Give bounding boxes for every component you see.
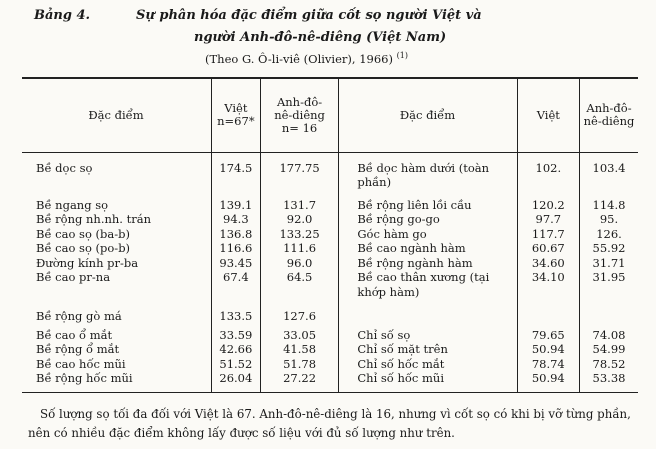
row-feature-2: Bề rộng ngành hàm — [339, 256, 517, 271]
row-feature-2: Bề rộng liên lồi cầu — [339, 190, 517, 213]
row-viet-value: 136.8 — [211, 227, 260, 242]
row-indo-value-2: 54.99 — [580, 342, 639, 357]
row-viet-value: 51.52 — [211, 357, 260, 372]
header-indo — [260, 78, 339, 152]
row-indo-value-2: 95. — [580, 212, 639, 227]
row-viet-value-2: 34.10 — [517, 270, 579, 299]
row-viet-value: 116.6 — [211, 241, 260, 256]
row-viet-value-2: 34.60 — [517, 256, 579, 271]
row-feature: Đường kính pr-ba — [36, 255, 139, 270]
row-indo-value-2: 55.92 — [580, 241, 639, 256]
row-viet-value: 174.5 — [211, 152, 260, 190]
row-viet-value-2: 120.2 — [517, 190, 579, 213]
row-indo-value-2: 31.71 — [580, 256, 639, 271]
row-indo-value: 96.0 — [260, 256, 339, 271]
row-indo-value: 41.58 — [260, 342, 339, 357]
row-feature-2 — [339, 299, 517, 324]
row-indo-value: 111.6 — [260, 241, 339, 256]
row-feature-2: Chỉ số sọ — [339, 324, 517, 343]
header-viet-label: Việt — [224, 101, 248, 116]
row-viet-value-2: 78.74 — [517, 357, 579, 372]
header-viet-2: Việt — [517, 78, 579, 152]
row-feature: Bề cao hốc mũi — [36, 356, 126, 371]
row-indo-value: 64.5 — [260, 270, 339, 299]
row-feature-2: Chỉ số hốc mắt — [339, 357, 517, 372]
row-indo-value: 133.25 — [260, 227, 339, 242]
row-viet-value: 26.04 — [211, 371, 260, 386]
row-indo-value: 177.75 — [260, 152, 339, 190]
row-indo-value: 33.05 — [260, 324, 339, 343]
row-feature: Bề rộng nh.nh. trán — [36, 212, 151, 226]
row-viet-value-2: 60.67 — [517, 241, 579, 256]
row-indo-value-2: 53.38 — [580, 371, 639, 386]
row-feature-2: Bề dọc hàm dưới (toàn phần) — [339, 152, 517, 190]
source-reference: (1) — [396, 51, 408, 60]
row-viet-value: 94.3 — [211, 212, 260, 227]
header-viet-count: n=67* — [217, 114, 255, 129]
table-row — [22, 270, 638, 299]
row-feature: Bề dọc sọ — [36, 160, 93, 175]
header-indo-2 — [580, 78, 639, 152]
table-row — [22, 371, 638, 386]
row-indo-value-2: 74.08 — [580, 324, 639, 343]
row-viet-value: 33.59 — [211, 324, 260, 343]
table-row — [22, 299, 638, 324]
row-feature: Bề rộng ổ mắt — [36, 342, 120, 356]
table-row — [22, 256, 638, 271]
row-viet-value-2: 102. — [517, 152, 579, 190]
table-row — [22, 227, 638, 242]
header-indo-2-label: Anh-đô-nê-diêng — [583, 101, 635, 129]
table-row — [22, 152, 638, 190]
row-feature-2: Góc hàm go — [339, 227, 517, 242]
row-indo-value: 131.7 — [260, 190, 339, 213]
row-viet-value: 42.66 — [211, 342, 260, 357]
header-feature: Đặc điểm — [22, 78, 211, 152]
footnote: Số lượng sọ tối đa đối với Việt là 67. Anh-đô-nê-diêng là 16, nhưng vì cốt sọ có khi bị vỡ từng phần, nên có nhiều đặc điểm không lấy được số liệu với đủ số lượng như trên. — [28, 407, 631, 440]
row-viet-value-2: 97.7 — [517, 212, 579, 227]
row-indo-value-2: 31.95 — [580, 270, 639, 299]
header-indo-count: n= 16 — [281, 120, 318, 135]
data-table — [22, 77, 638, 393]
header-indo-label: Anh-đô-nê-diêng — [274, 94, 325, 122]
row-indo-value-2: 103.4 — [580, 152, 639, 190]
header-feature-2: Đặc điểm — [339, 78, 517, 152]
row-viet-value-2: 50.94 — [517, 342, 579, 357]
row-indo-value-2 — [580, 299, 639, 324]
row-indo-value: 127.6 — [260, 299, 339, 324]
table-row — [22, 190, 638, 213]
table-row — [22, 324, 638, 343]
row-indo-value: 92.0 — [260, 212, 339, 227]
row-indo-value-2: 114.8 — [580, 190, 639, 213]
row-indo-value-2: 126. — [580, 227, 639, 242]
row-feature-2: Bề cao thân xương (tại khớp hàm) — [339, 270, 517, 299]
row-indo-value-2: 78.52 — [580, 357, 639, 372]
row-feature: Bề rộng hốc mũi — [36, 371, 133, 385]
row-indo-value: 27.22 — [260, 371, 339, 386]
row-feature-2: Chỉ số hốc mũi — [339, 371, 517, 386]
table-label: Bảng 4. — [34, 8, 91, 23]
row-viet-value: 67.4 — [211, 270, 260, 299]
row-viet-value-2: 79.65 — [517, 324, 579, 343]
table-row — [22, 241, 638, 256]
row-feature-2: Chỉ số mặt trên — [339, 342, 517, 357]
table-row — [22, 357, 638, 372]
row-feature: Bề cao pr-na — [36, 270, 111, 284]
row-feature: Bề ngang sọ — [36, 197, 109, 212]
row-feature: Bề cao sọ (po-b) — [36, 241, 131, 255]
table-title-line2: người Anh-đô-nê-diêng (Việt Nam) — [194, 30, 447, 45]
row-feature: Bề cao sọ (ba-b) — [36, 226, 130, 241]
table-source: (Theo G. Ô-li-viê (Olivier), 1966) $^{(1)}$ — [205, 51, 408, 66]
row-viet-value-2: 117.7 — [517, 227, 579, 242]
table-title-line1: Sự phân hóa đặc điểm giữa cốt sọ người Việt và — [136, 8, 482, 23]
header-viet — [211, 78, 260, 152]
row-viet-value-2 — [517, 299, 579, 324]
row-feature-2: Bề rộng go-go — [339, 212, 517, 227]
table-row — [22, 342, 638, 357]
row-viet-value: 93.45 — [211, 256, 260, 271]
row-viet-value-2: 50.94 — [517, 371, 579, 386]
row-indo-value: 51.78 — [260, 357, 339, 372]
row-feature: Bề rộng gò má — [36, 309, 122, 323]
row-viet-value: 139.1 — [211, 190, 260, 213]
row-feature-2: Bề cao ngành hàm — [339, 241, 517, 256]
row-viet-value: 133.5 — [211, 299, 260, 324]
row-feature: Bề cao ổ mắt — [36, 327, 113, 342]
table-row — [22, 212, 638, 227]
